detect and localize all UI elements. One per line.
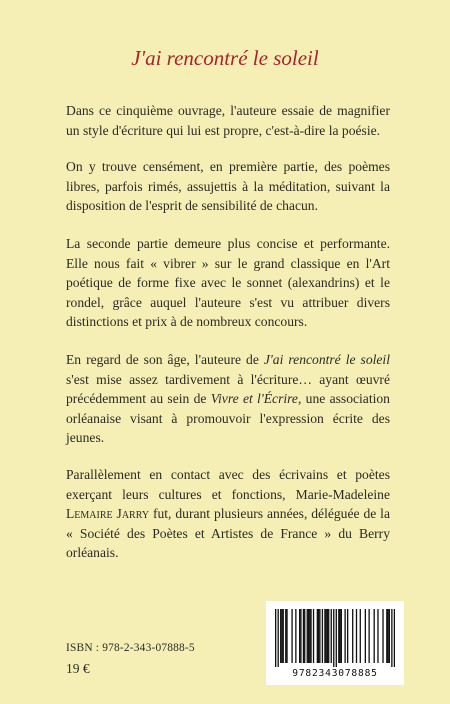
barcode-bar: [308, 609, 309, 663]
barcode-bars: [275, 609, 395, 667]
association-name: Vivre et l'Écrire: [210, 391, 298, 407]
isbn-label: ISBN : 978-2-343-07888-5: [66, 642, 195, 654]
book-title-reference: J'ai rencontré le soleil: [263, 351, 390, 367]
barcode-bar: [333, 609, 334, 667]
barcode-bar: [391, 609, 392, 667]
paragraph-3: La seconde partie demeure plus concise et performante. Elle nous fait « vibrer » sur le grand classique en l'Art poétique de forme fixe avec le sonnet (alexandrins) et le rondel, grâce auquel l'auteure s'est vu attribuer divers distinctions et prix à de nombreux concours.: [66, 235, 390, 330]
paragraph-5-text-a: Parallèlement en contact avec des écrivains et poètes exerçant leurs cultures et fonctions, Marie-Madeleine: [66, 466, 390, 502]
barcode-bar: [291, 609, 292, 663]
barcode-bar: [310, 609, 311, 663]
barcode-bar: [322, 609, 323, 663]
barcode-bar: [356, 609, 357, 663]
barcode-bar: [309, 609, 310, 663]
barcode-bar: [295, 609, 296, 663]
paragraph-4-text-e: , une association orléanaise visant à promouvoir l'expression écrite des jeunes.: [66, 391, 390, 446]
barcode-bar: [377, 609, 378, 663]
barcode-bar: [317, 609, 318, 663]
paragraph-5-text-c: fut, durant plusieurs années, déléguée de la « Société des Poètes et Artistes de France » du Berry orléanais.: [66, 506, 390, 561]
barcode-bar: [307, 609, 308, 663]
paragraph-4-text-a: En regard de son âge, l'auteure de: [66, 351, 264, 367]
barcode-bar: [327, 609, 328, 663]
barcode: [266, 601, 404, 685]
paragraph-4: [66, 350, 390, 448]
barcode-bar: [347, 609, 348, 663]
barcode-bar: [394, 609, 395, 667]
barcode-digits: 9782343078885: [292, 668, 378, 679]
barcode-bar: [280, 609, 281, 663]
paragraph-4-text-c: s'est mise assez tardivement à l'écriture… ayant œuvré précédemment au sein de: [66, 371, 390, 407]
barcode-bar: [360, 609, 361, 663]
barcode-bar: [299, 609, 300, 663]
barcode-bar: [344, 609, 345, 663]
barcode-bar: [285, 609, 286, 663]
barcode-bar: [386, 609, 387, 663]
barcode-bar: [304, 609, 305, 663]
back-cover-text: [66, 101, 390, 580]
barcode-bar: [382, 609, 383, 663]
paragraph-1: Dans ce cinquième ouvrage, l'auteure essaie de magnifier un style d'écriture qui lui est propre, c'est-à-dire la poésie.: [66, 103, 390, 138]
barcode-bar: [341, 609, 342, 663]
barcode-bar: [319, 609, 320, 663]
barcode-bar: [365, 609, 366, 663]
paragraph-2: On y trouve censément, en première partie, des poèmes libres, parfois rimés, assujettis à la méditation, suivant la disposition de l'esprit de sensibilité de chacun.: [66, 159, 390, 214]
barcode-bar: [286, 609, 287, 663]
barcode-bar: [275, 609, 276, 667]
barcode-bar: [331, 609, 332, 663]
barcode-bar: [318, 609, 319, 663]
book-title: J'ai rencontré le soleil: [131, 46, 319, 70]
barcode-bar: [368, 609, 369, 663]
author-surname: Lemaire Jarry: [66, 506, 150, 522]
barcode-bar: [303, 609, 304, 663]
barcode-bar: [339, 609, 340, 663]
price-label: 19 €: [66, 661, 90, 676]
barcode-bar: [352, 609, 353, 663]
barcode-bar: [283, 609, 284, 663]
barcode-bar: [278, 609, 279, 667]
barcode-bar: [374, 609, 375, 663]
barcode-bar: [313, 609, 314, 663]
paragraph-5: [66, 465, 390, 563]
barcode-bar: [326, 609, 327, 663]
barcode-bar: [281, 609, 282, 663]
barcode-bar: [300, 609, 301, 663]
barcode-bar: [328, 609, 329, 663]
barcode-bar: [387, 609, 388, 663]
barcode-bar: [336, 609, 337, 667]
barcode-bar: [389, 609, 390, 663]
barcode-bar: [338, 609, 339, 663]
barcode-bar: [324, 609, 325, 663]
